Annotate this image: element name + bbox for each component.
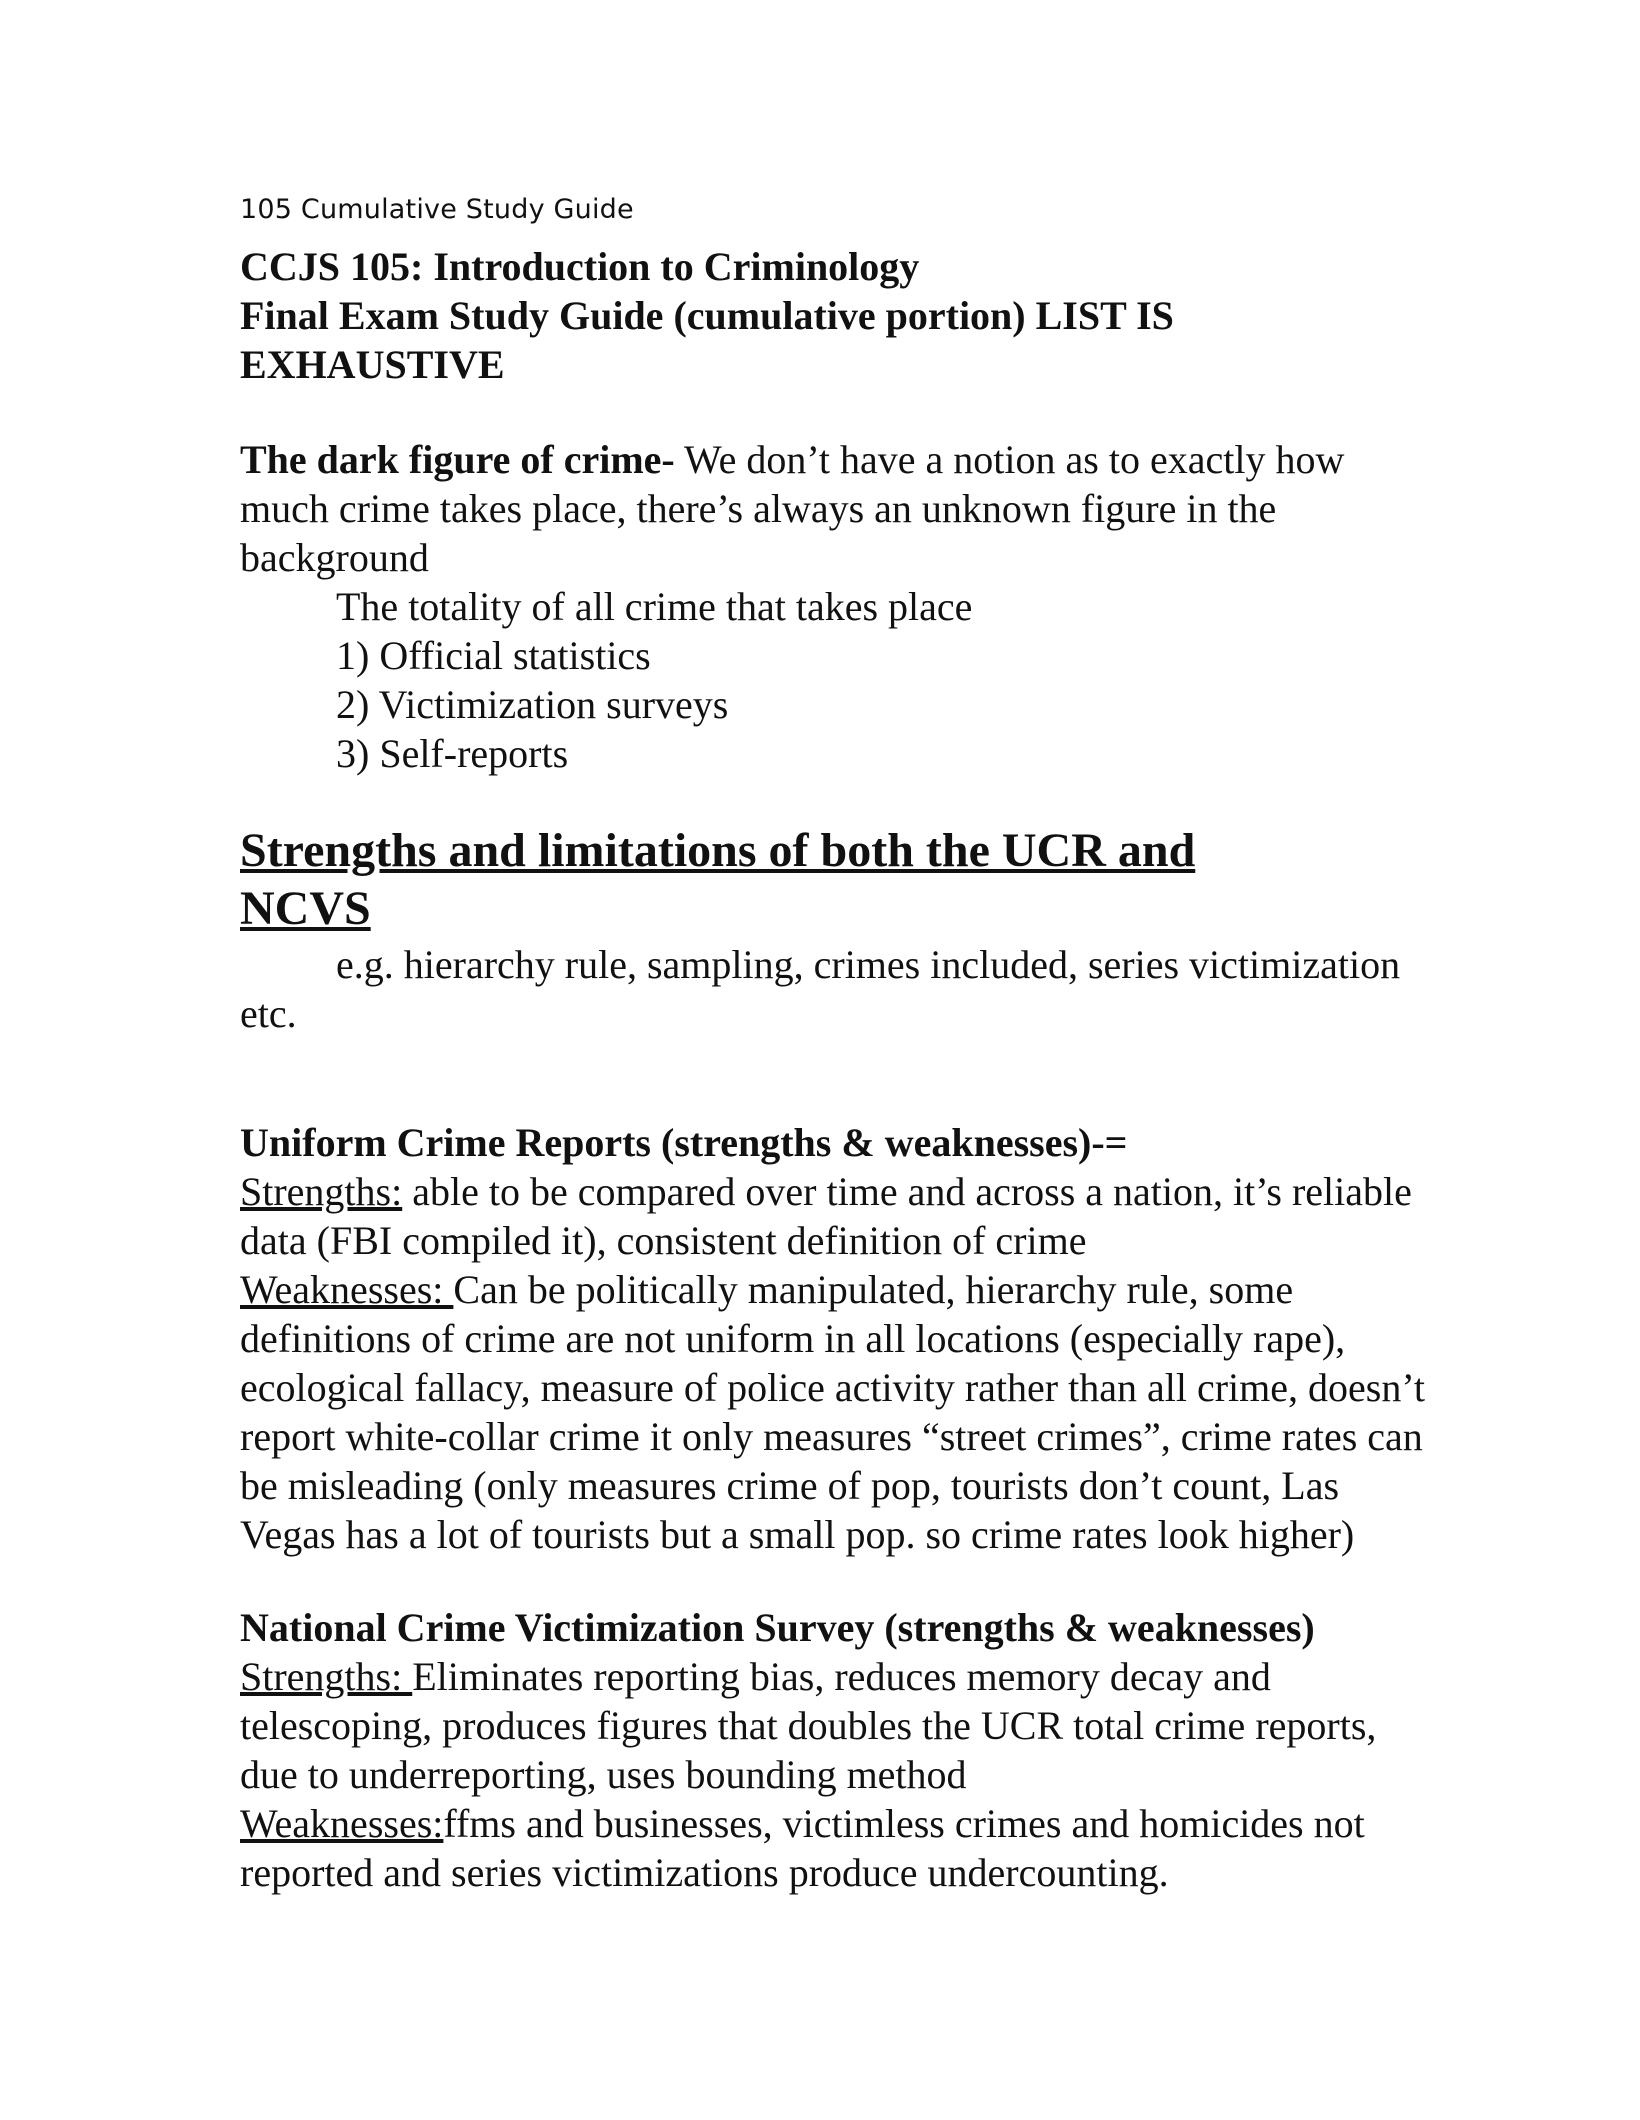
document-page [240, 190, 1440, 1897]
dark-figure-list-item: 1) Official statistics [336, 633, 651, 678]
ucr-weaknesses [240, 1265, 1440, 1559]
dark-figure-paragraph [240, 435, 1440, 582]
ucr-strengths-label: Strengths: [240, 1169, 403, 1214]
strengths-limitations-example: e.g. hierarchy rule, sampling, crimes included, series victimization etc. [240, 942, 1401, 1036]
ncvs-strengths [240, 1652, 1440, 1799]
title-line-3: EXHAUSTIVE [240, 342, 505, 387]
strengths-limitations-heading: Strengths and limitations of both the UCR and NCVS [240, 824, 1196, 935]
ucr-weaknesses-text: Can be politically manipulated, hierarchy rule, some definitions of crime are not uniform in all locations (especially rape), ecological fallacy, measure of police activity rather than all crime, doesn’t report white-collar crime it only measures “street crimes”, crime rates can be misleading (only measures crime of pop, tourists don’t count, Las Vegas has a lot of tourists but a small pop. so crime rates look higher) [240, 1267, 1426, 1557]
dark-figure-list-item: 3) Self-reports [336, 731, 569, 776]
dark-figure-list-item: 2) Victimization surveys [336, 682, 729, 727]
strengths-limitations-section [240, 822, 1440, 1038]
dark-figure-definition: We don’t have a notion as to exactly how much crime takes place, there’s always an unknown figure in the background [240, 437, 1345, 580]
title-line-2: Final Exam Study Guide (cumulative portion) LIST IS [240, 293, 1174, 338]
dark-figure-sub-line: The totality of all crime that takes place [336, 584, 973, 629]
title-line-1: CCJS 105: Introduction to Criminology [240, 244, 920, 289]
dark-figure-term: The dark figure of crime- [240, 437, 675, 482]
ncvs-heading: National Crime Victimization Survey (strengths & weaknesses) [240, 1605, 1315, 1650]
ncvs-weaknesses-label: Weaknesses: [240, 1801, 444, 1846]
ucr-section [240, 1118, 1440, 1559]
ucr-heading: Uniform Crime Reports (strengths & weaknesses)-= [240, 1120, 1128, 1165]
ucr-strengths-text: able to be compared over time and across a nation, it’s reliable data (FBI compiled it), consistent definition of crime [240, 1169, 1412, 1263]
document-title [240, 242, 1440, 389]
running-header: 105 Cumulative Study Guide [240, 194, 634, 225]
ucr-weaknesses-label: Weaknesses: [240, 1267, 454, 1312]
ncvs-section [240, 1603, 1440, 1897]
ncvs-strengths-text: Eliminates reporting bias, reduces memory decay and telescoping, produces figures that doubles the UCR total crime reports, due to underreporting, uses bounding method [240, 1654, 1377, 1797]
dark-figure-section [240, 435, 1440, 778]
ncvs-weaknesses [240, 1799, 1440, 1897]
ucr-strengths [240, 1167, 1440, 1265]
ncvs-weaknesses-text: ffms and businesses, victimless crimes and homicides not reported and series victimizations produce undercounting. [240, 1801, 1365, 1895]
ncvs-strengths-label: Strengths: [240, 1654, 413, 1699]
